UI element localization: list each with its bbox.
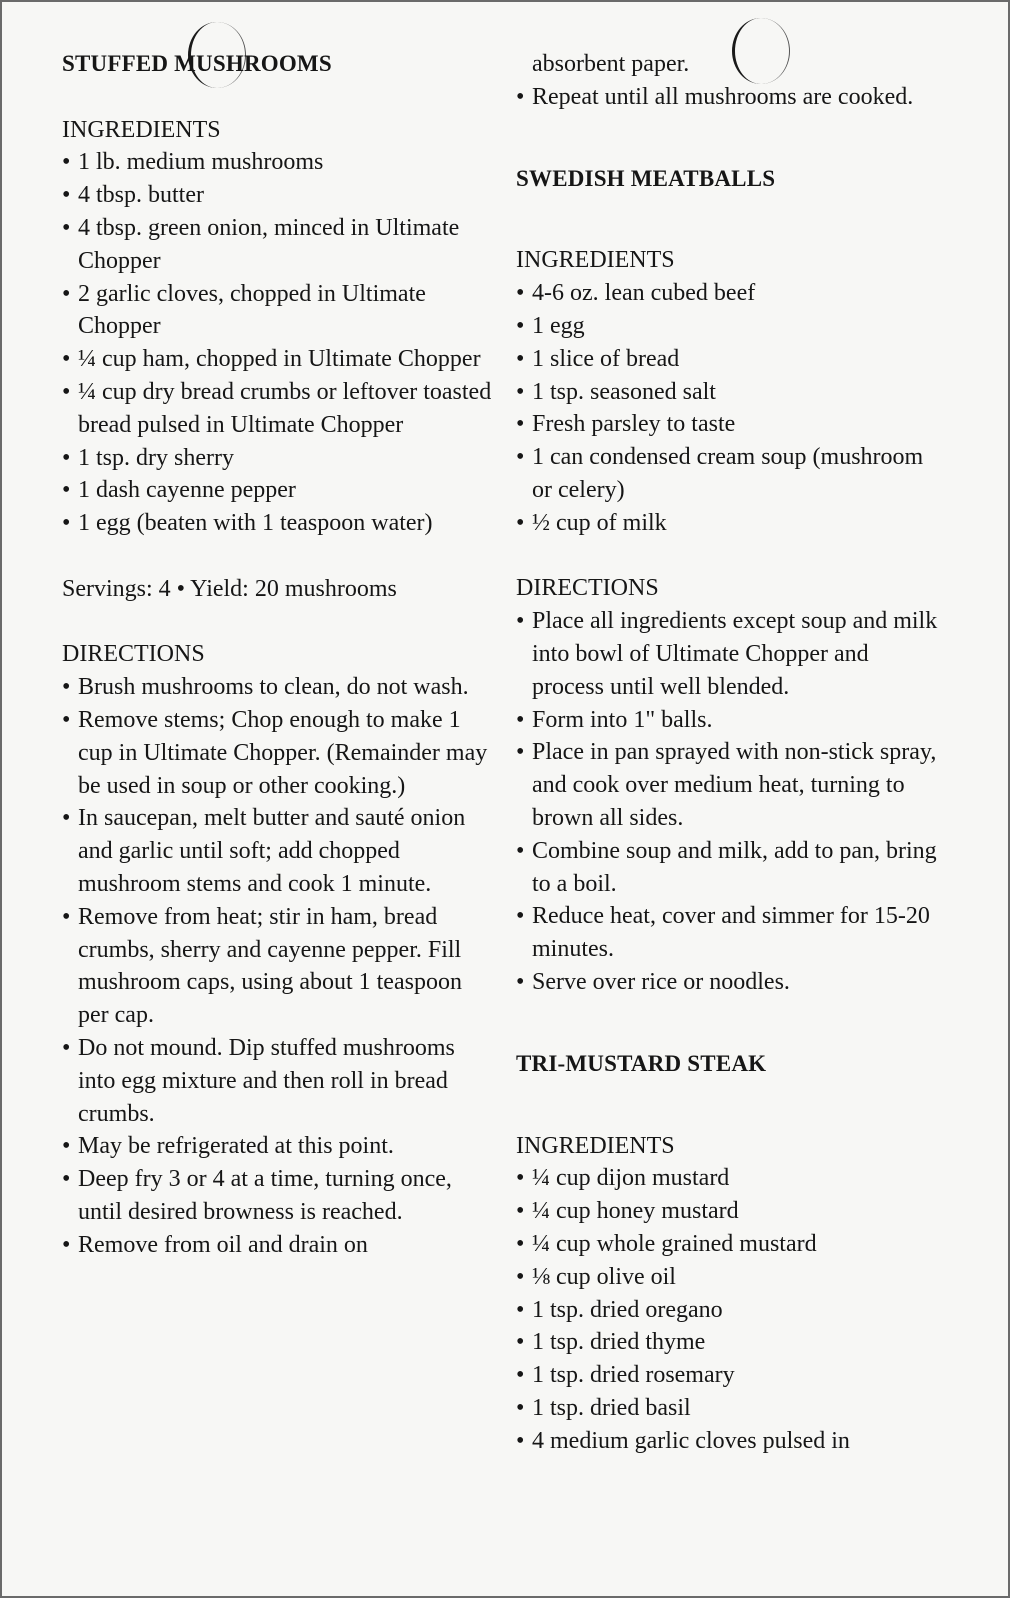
- directions-heading: DIRECTIONS: [62, 641, 205, 668]
- ingredient-item: • 1 tsp. dried basil: [516, 1392, 946, 1425]
- direction-step: • Remove from heat; stir in ham, bread crumbs, sherry and cayenne pepper. Fill mushroom caps, using about 1 teaspoon per cap.: [62, 901, 492, 1032]
- ingredient-item: • 1 egg (beaten with 1 teaspoon water): [62, 507, 492, 540]
- ingredient-item: • 2 garlic cloves, chopped in Ultimate Chopper: [62, 278, 492, 344]
- ingredient-item: • 4 medium garlic cloves pulsed in: [516, 1425, 946, 1458]
- ingredient-item: • 1 slice of bread: [516, 343, 946, 376]
- directions-heading: DIRECTIONS: [516, 575, 659, 602]
- ingredient-item: • ¼ cup honey mustard: [516, 1195, 946, 1228]
- ingredients-heading: INGREDIENTS: [62, 116, 221, 143]
- ingredients-list: [516, 277, 946, 539]
- recipe-title-stuffed-mushrooms: STUFFED MUSHROOMS: [62, 51, 332, 76]
- ingredient-item: • 1 tsp. dry sherry: [62, 442, 492, 475]
- direction-step: • Serve over rice or noodles.: [516, 966, 946, 999]
- right-column: [516, 48, 946, 1457]
- ingredients-list: [62, 146, 492, 540]
- ingredient-item: • 1 tsp. dried oregano: [516, 1294, 946, 1327]
- direction-step: • Remove from oil and drain on: [62, 1229, 492, 1262]
- continued-directions-list: [516, 81, 946, 114]
- ingredient-item: • ¼ cup whole grained mustard: [516, 1228, 946, 1261]
- left-column: [62, 48, 492, 1261]
- direction-step: • In saucepan, melt butter and sauté onion and garlic until soft; add chopped mushroom stems and cook 1 minute.: [62, 802, 492, 900]
- ingredient-item: • 1 can condensed cream soup (mushroom or celery): [516, 441, 946, 507]
- recipe-title-tri-mustard-steak: TRI-MUSTARD STEAK: [516, 1050, 767, 1076]
- ingredient-item: • 1 tsp. seasoned salt: [516, 376, 946, 409]
- ingredient-item: • ⅛ cup olive oil: [516, 1261, 946, 1294]
- direction-step: • Do not mound. Dip stuffed mushrooms into egg mixture and then roll in bread crumbs.: [62, 1032, 492, 1130]
- ingredients-heading: INGREDIENTS: [516, 247, 675, 274]
- ingredient-item: • 4 tbsp. green onion, minced in Ultimate Chopper: [62, 212, 492, 278]
- ingredients-list: [516, 1162, 946, 1457]
- recipe-title-swedish-meatballs: SWEDISH MEATBALLS: [516, 165, 776, 191]
- direction-step: • Repeat until all mushrooms are cooked.: [516, 81, 946, 114]
- ingredients-heading: INGREDIENTS: [516, 1132, 675, 1159]
- ingredient-item: • ¼ cup dijon mustard: [516, 1162, 946, 1195]
- ingredient-item: • 1 tsp. dried thyme: [516, 1326, 946, 1359]
- ingredient-item: • 1 dash cayenne pepper: [62, 474, 492, 507]
- ingredient-item: • ¼ cup ham, chopped in Ultimate Chopper: [62, 343, 492, 376]
- direction-step: • Remove stems; Chop enough to make 1 cup in Ultimate Chopper. (Remainder may be used in soup or other cooking.): [62, 704, 492, 802]
- servings-yield: Servings: 4 • Yield: 20 mushrooms: [62, 575, 397, 602]
- direction-step: • Reduce heat, cover and simmer for 15-20 minutes.: [516, 900, 946, 966]
- ingredient-item: • ¼ cup dry bread crumbs or leftover toasted bread pulsed in Ultimate Chopper: [62, 376, 492, 442]
- directions-list: [516, 605, 946, 999]
- direction-step: • May be refrigerated at this point.: [62, 1130, 492, 1163]
- direction-step: • Brush mushrooms to clean, do not wash.: [62, 671, 492, 704]
- ingredient-item: • 1 lb. medium mushrooms: [62, 146, 492, 179]
- continued-text: absorbent paper.: [532, 51, 690, 77]
- direction-step: • Combine soup and milk, add to pan, bring to a boil.: [516, 835, 946, 901]
- ingredient-item: • Fresh parsley to taste: [516, 408, 946, 441]
- ingredient-item: • 1 tsp. dried rosemary: [516, 1359, 946, 1392]
- ingredient-item: • ½ cup of milk: [516, 507, 946, 540]
- ingredient-item: • 1 egg: [516, 310, 946, 343]
- direction-step: • Deep fry 3 or 4 at a time, turning once, until desired browness is reached.: [62, 1163, 492, 1229]
- ingredient-item: • 4 tbsp. butter: [62, 179, 492, 212]
- direction-step: • Form into 1" balls.: [516, 704, 946, 737]
- directions-list: [62, 671, 492, 1261]
- direction-step: • Place all ingredients except soup and milk into bowl of Ultimate Chopper and process until well blended.: [516, 605, 946, 703]
- ingredient-item: • 4-6 oz. lean cubed beef: [516, 277, 946, 310]
- direction-step: • Place in pan sprayed with non-stick spray, and cook over medium heat, turning to brown all sides.: [516, 736, 946, 834]
